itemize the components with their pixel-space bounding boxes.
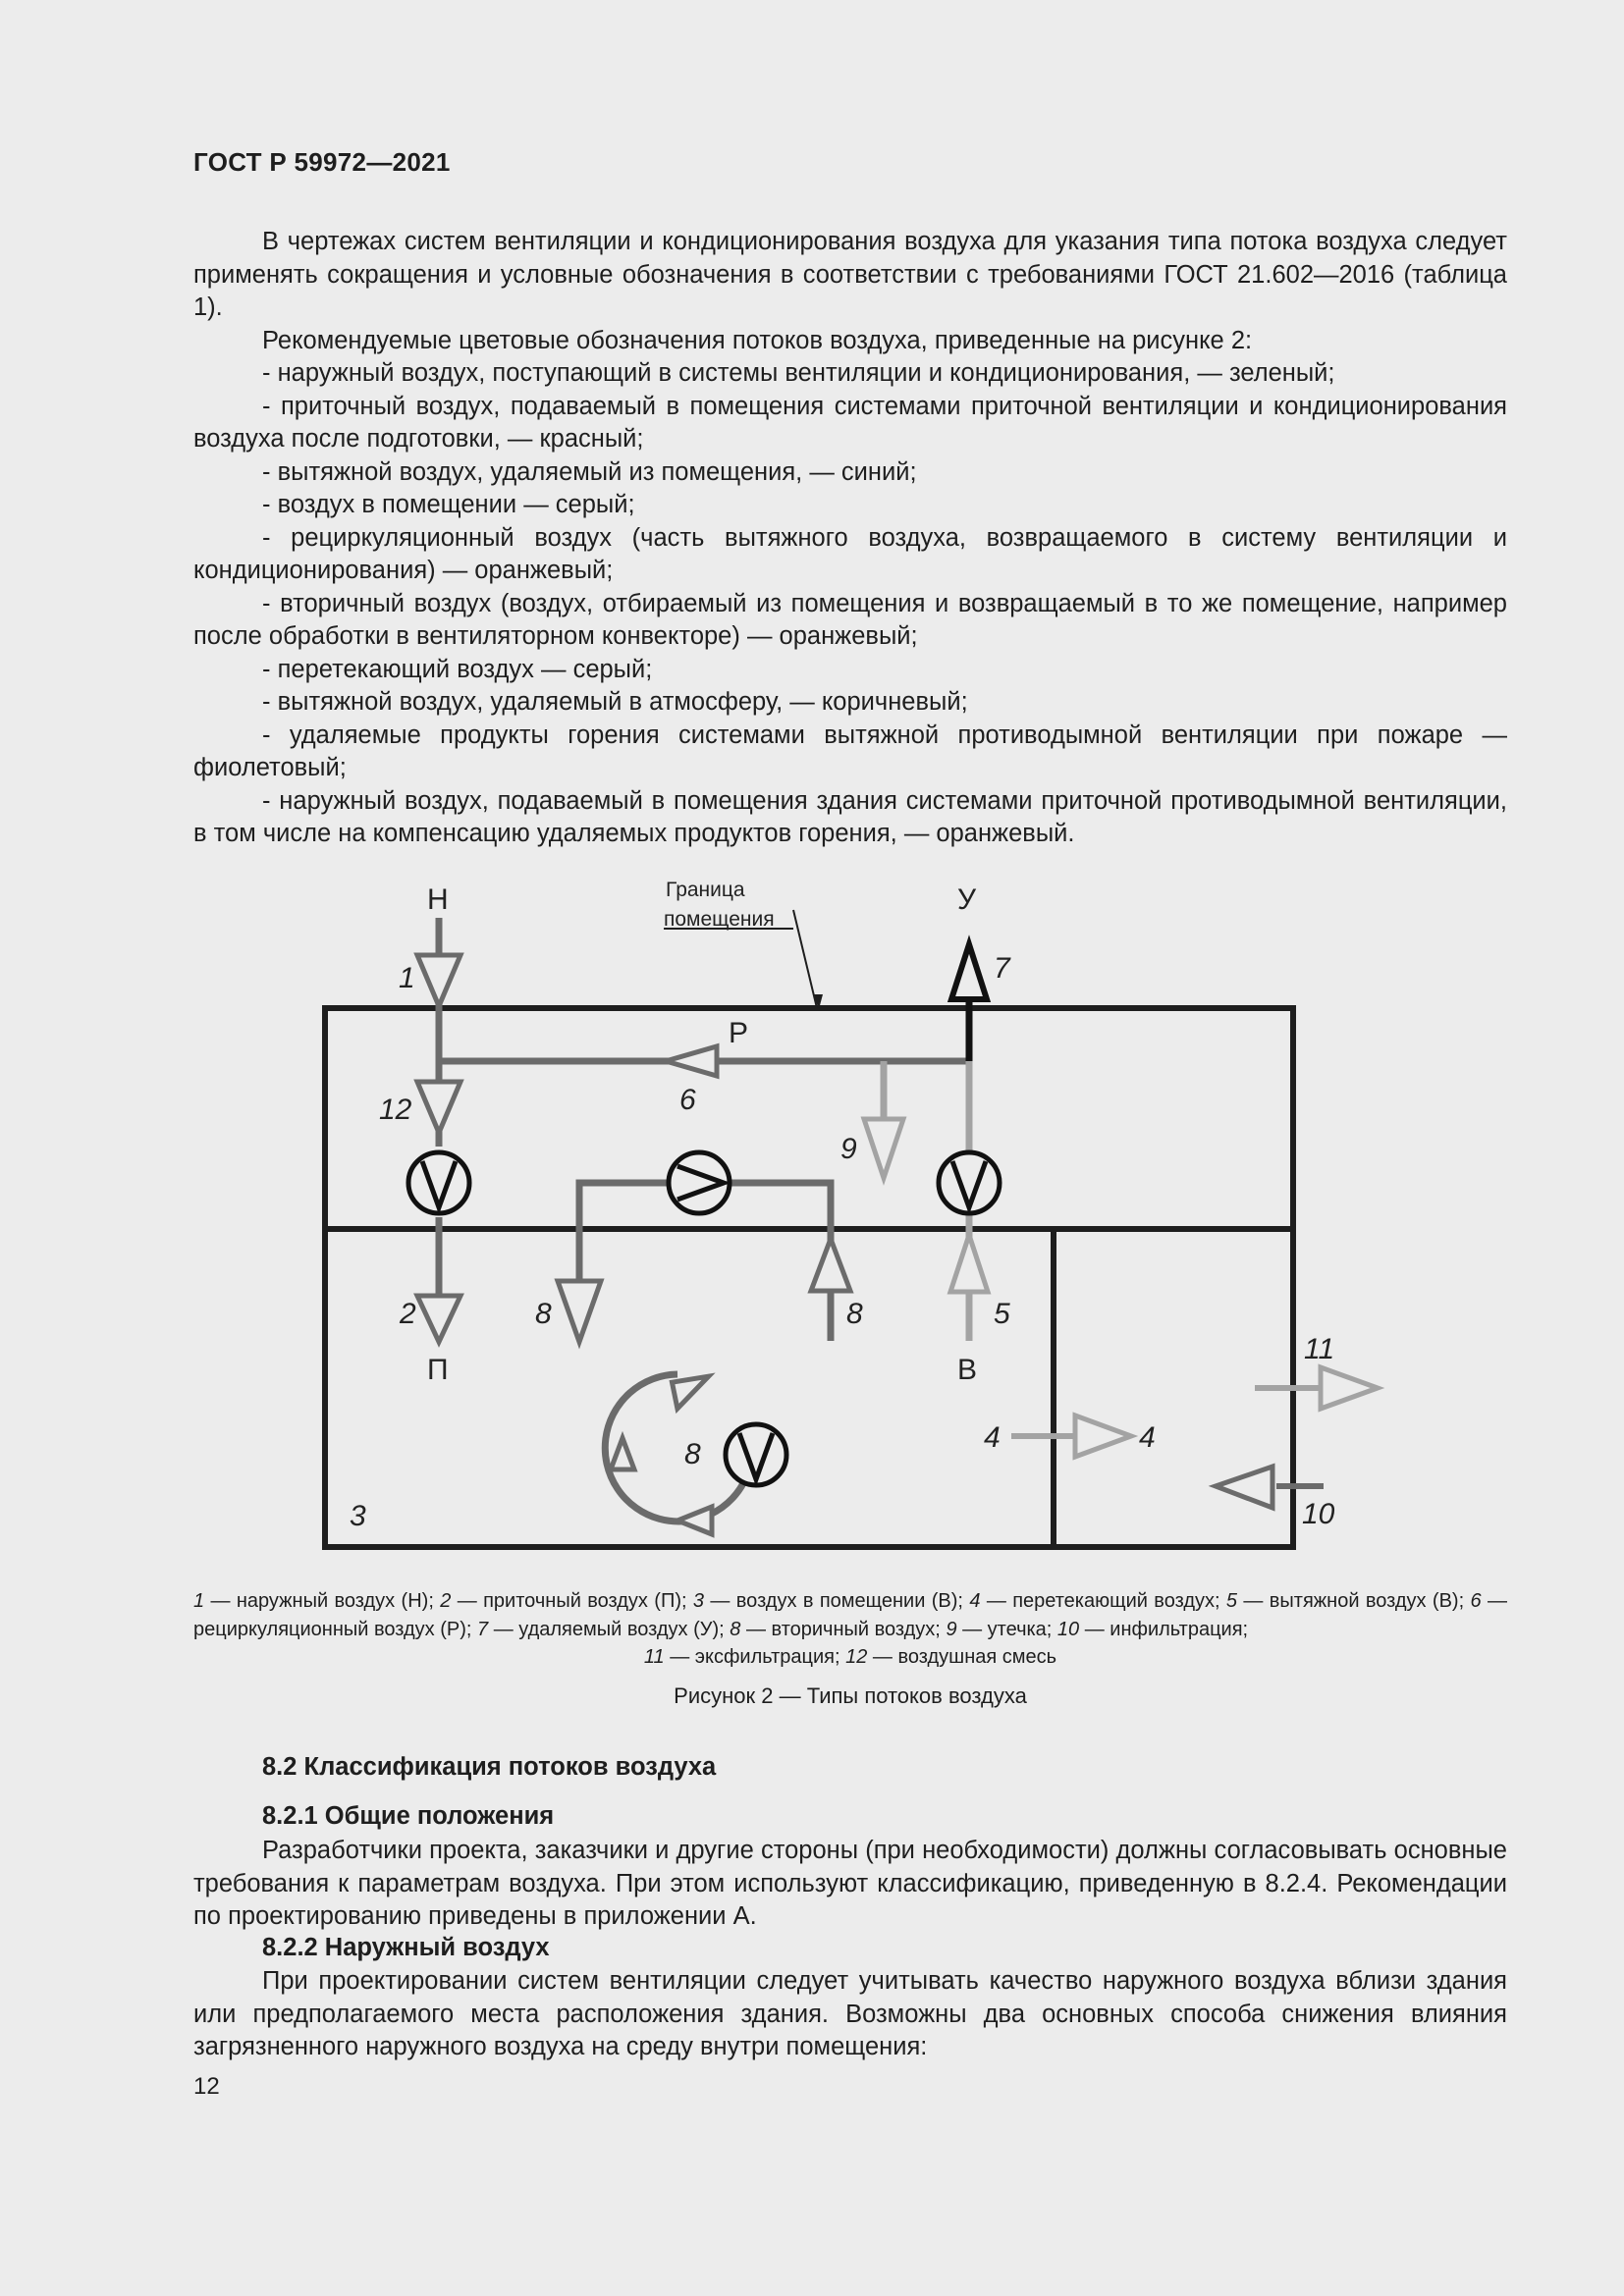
- number-3: 3: [350, 1500, 366, 1532]
- document-header: ГОСТ Р 59972—2021: [193, 147, 451, 177]
- figure-caption: Рисунок 2 — Типы потоков воздуха: [674, 1683, 1027, 1708]
- arrow-5: [950, 1235, 988, 1292]
- paragraph: При проектировании систем вентиляции следует учитывать качество наружного воздуха вблизи здания или предполагаемого места расположения здания. Возможны два основных способа снижения влияния загрязненного наружного воздуха на среду внутри помещения:: [193, 1967, 1507, 2060]
- label-exhaust: В: [957, 1354, 978, 1386]
- section-heading-8-2-2: 8.2.2 Наружный воздух: [262, 1934, 550, 1961]
- page-number: 12: [193, 2073, 220, 2100]
- number-12: 12: [379, 1094, 412, 1126]
- intro-paragraph: В чертежах систем вентиляции и кондиционирования воздуха для указания типа потока воздуха следует применять сокращения и условные обозначения в соответствии с требованиями ГОСТ 21.602—2016 (таблица 1).: [193, 228, 1507, 321]
- arrow-7: [951, 944, 987, 999]
- list-item: - вытяжной воздух, удаляемый в атмосферу, — коричневый;: [262, 688, 968, 716]
- boundary-leader-line: [793, 910, 817, 1008]
- room-boundary-frame: [325, 1008, 1293, 1547]
- list-item: - перетекающий воздух — серый;: [262, 655, 653, 683]
- section-heading-8-2: 8.2 Классификация потоков воздуха: [262, 1753, 717, 1781]
- list-item: - вторичный воздух (воздух, отбираемый из помещения и возвращаемый в то же помещение, например после обработки в вентиляторном конвекторе) — оранжевый;: [193, 589, 1507, 650]
- number-7: 7: [994, 952, 1010, 985]
- number-11: 11: [1304, 1333, 1335, 1365]
- boundary-label-line1: Граница: [666, 879, 745, 901]
- arrow-12: [417, 1082, 460, 1133]
- list-item: - приточный воздух, подаваемый в помещения системами приточной вентиляции и кондиционирования воздуха после подготовки, — красный;: [193, 392, 1507, 453]
- arrow-10: [1216, 1467, 1272, 1508]
- list-item: - удаляемые продукты горения системами вытяжной противодымной вентиляции при пожаре — фиолетовый;: [193, 721, 1507, 781]
- label-outdoor: Н: [427, 883, 449, 916]
- number-8-room: 8: [684, 1438, 701, 1470]
- section-heading-8-2-1: 8.2.1 Общие положения: [262, 1802, 555, 1830]
- number-2: 2: [400, 1298, 416, 1330]
- number-6: 6: [679, 1084, 696, 1116]
- number-8-left: 8: [535, 1298, 552, 1330]
- label-removed: У: [957, 883, 977, 916]
- arrow-6: [666, 1046, 717, 1076]
- number-1: 1: [399, 962, 415, 994]
- intro-text: [193, 226, 1507, 851]
- fan-supply: [408, 1152, 469, 1213]
- list-item: - вытяжной воздух, удаляемый из помещения, — синий;: [262, 457, 917, 486]
- number-4-right: 4: [1139, 1421, 1156, 1454]
- fan-exhaust: [939, 1152, 1000, 1213]
- number-8-right: 8: [846, 1298, 863, 1330]
- arrow-9: [864, 1119, 903, 1178]
- list-item: - наружный воздух, подаваемый в помещения здания системами приточной противодымной вентиляции, в том числе на компенсацию удаляемых продуктов горения, — оранжевый.: [193, 786, 1507, 847]
- arrow-11: [1321, 1367, 1378, 1409]
- list-item: - наружный воздух, поступающий в системы вентиляции и кондиционирования, — зеленый;: [262, 359, 1335, 387]
- list-item: - рециркуляционный воздух (часть вытяжного воздуха, возвращаемого в систему вентиляции и кондиционирования) — оранжевый;: [193, 523, 1507, 584]
- boundary-label-line2: помещения: [664, 908, 775, 931]
- label-supply: П: [427, 1354, 449, 1386]
- section-8-2-1-text: [193, 1835, 1507, 1934]
- arrow-1: [417, 955, 460, 1006]
- loop-arrow-bottom: [677, 1507, 712, 1534]
- paragraph: Разработчики проекта, заказчики и другие стороны (при необходимости) должны согласовывать основные требования к параметрам воздуха. При этом используют классификацию, приведенную в 8.2.4. Рекомендации по проектированию приведены в приложении А.: [193, 1837, 1507, 1930]
- intro-paragraph: Рекомендуемые цветовые обозначения потоков воздуха, приведенные на рисунке 2:: [262, 326, 1253, 354]
- arrow-8-left: [558, 1281, 601, 1342]
- legend-line-1: 1 — наружный воздух (Н); 2 — приточный воздух (П); 3 — воздух в помещении (В); 4 — перетекающий воздух; 5 — вытяжной воздух (В); 6 — рециркуляционный воздух (Р); 7 — удаляемый воздух (У); 8 — вторичный воздух; 9 — утечка; 10 — инфильтрация;: [193, 1590, 1508, 1640]
- list-item: - воздух в помещении — серый;: [262, 491, 635, 518]
- secondary-air-duct-right: [731, 1183, 831, 1341]
- legend-line-2: 11 — эксфильтрация; 12 — воздушная смесь: [643, 1646, 1057, 1668]
- arrow-2: [417, 1296, 460, 1342]
- arrow-8-right: [811, 1239, 850, 1291]
- number-4-left: 4: [984, 1421, 1001, 1454]
- figure-legend: [193, 1587, 1507, 1672]
- airflow-diagram-svg: [295, 870, 1424, 1576]
- section-8-2-2-text: [193, 1965, 1507, 2064]
- number-9: 9: [840, 1133, 857, 1165]
- airflow-diagram: [295, 870, 1424, 1576]
- fan-secondary-room: [726, 1424, 786, 1485]
- arrow-4: [1075, 1415, 1131, 1457]
- secondary-air-duct-left: [579, 1183, 668, 1286]
- label-recirculation: Р: [729, 1017, 749, 1049]
- number-5: 5: [994, 1298, 1010, 1330]
- fan-secondary-top: [669, 1152, 730, 1213]
- loop-arrow-left: [611, 1438, 634, 1469]
- number-10: 10: [1302, 1498, 1335, 1530]
